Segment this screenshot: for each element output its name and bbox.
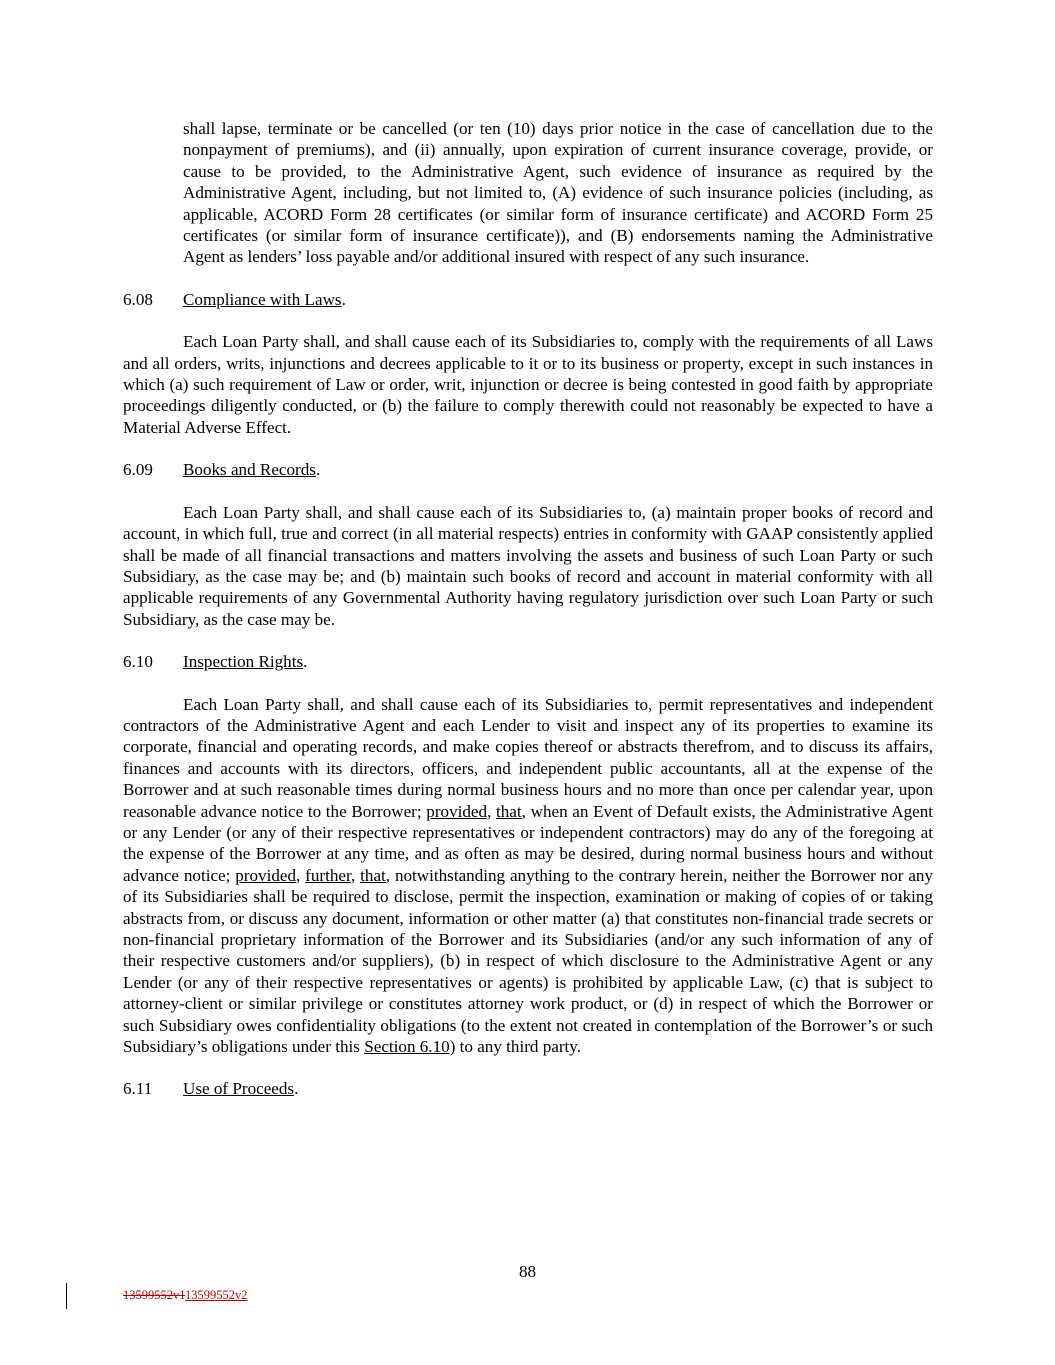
section-title-suffix: . [303, 652, 308, 672]
section-number: 6.08 [123, 289, 153, 309]
section-number: 6.09 [123, 460, 153, 480]
cross-reference-section-610: Section 6.10 [364, 1037, 450, 1057]
section-title-suffix: . [315, 460, 321, 480]
spacer [123, 630, 933, 651]
spacer [123, 438, 933, 459]
section-number: 6.10 [123, 652, 153, 672]
continued-paragraph: shall lapse, terminate or be cancelled (or ten (10) days prior notice in the case of cancellation due to the nonpayment of premiums), and (ii) annually, upon expiration of current insurance coverage, provide, or cause to be provided, to the Administrative Agent, such evidence of insurance as required by the Administrative Agent, including, but not limited to, (A) evidence of such insurance policies (including, as applicable, ACORD Form 28 certificates (or similar form of insurance certificate) and ACORD Form 25 certificates (or similar form of insurance certificate)), and (B) endorsements naming the Administrative Agent as lenders’ loss payable and/or additional insured with respect of any such insurance. [183, 119, 933, 267]
emphasis-provided-2: provided [235, 865, 297, 885]
section-title: Inspection Rights [183, 652, 304, 672]
spacer [123, 673, 933, 694]
section-title: Compliance with Laws [183, 289, 342, 309]
section-heading-608 [123, 289, 933, 310]
page-number: 88 [518, 1262, 537, 1281]
section-body-609: Each Loan Party shall, and shall cause each of its Subsidiaries to, (a) maintain proper books of record and account, in which full, true and correct (in all material respects) entries in conformity with GAAP consistently applied shall be made of all financial transactions and matters involving the assets and business of such Loan Party or such Subsidiary, as the case may be; and (b) maintain such books of record and account in material conformity with all applicable requirements of any Governmental Authority having regulatory jurisdiction over such Loan Party or such Subsidiary, as the case may be. [123, 502, 933, 629]
body-text: , [351, 865, 361, 885]
section-title-wrap [183, 289, 346, 310]
section-title-suffix: . [294, 1079, 299, 1099]
emphasis-that-2: that [360, 865, 386, 885]
footer-deleted-text: 13599552v1 [123, 1288, 186, 1302]
section-heading-609 [123, 459, 933, 480]
section-title-wrap [183, 459, 320, 480]
section-title: Use of Proceeds [183, 1079, 295, 1099]
body-text: Each Loan Party shall, and shall cause each of its Subsidiaries to, permit representatives and independent contractors of the Administrative Agent and each Lender to visit and inspect any of its properties to examine its corporate, financial and operating records, and make copies thereof or abstracts therefrom, and to discuss its affairs, finances and accounts with its directors, officers, and independent public accountants, all at the expense of the Borrower and at such reasonable times during normal business hours and no more than once per calendar year, upon reasonable advance notice to the Borrower; [123, 694, 933, 821]
spacer [123, 268, 933, 289]
emphasis-further: further [305, 865, 351, 885]
footer-document-stamp [123, 1288, 248, 1303]
section-title-wrap [183, 651, 307, 672]
section-body-608: Each Loan Party shall, and shall cause each of its Subsidiaries to, comply with the requirements of all Laws and all orders, writs, injunctions and decrees applicable to it or to its business or property, except in such instances in which (a) such requirement of Law or order, writ, injunction or decree is being contested in good faith by appropriate proceedings diligently conducted, or (b) the failure to comply therewith could not reasonably be expected to have a Material Adverse Effect. [123, 332, 933, 437]
body-text: , [296, 865, 306, 885]
section-heading-610 [123, 651, 933, 672]
spacer [123, 1057, 933, 1078]
body-text: , when an Event of Default exists, the Administrative Agent or any Lender (or any of their respective representatives or independent contractors) may do any of the foregoing at the expense of the Borrower at any time, and as often as may be desired, during normal business hours and without advance notice; [123, 801, 934, 885]
spacer [123, 310, 933, 331]
section-heading-611 [123, 1078, 933, 1099]
section-number: 6.11 [123, 1079, 153, 1099]
page-content [123, 118, 933, 1100]
emphasis-provided-1: provided [426, 801, 488, 821]
body-text: , notwithstanding anything to the contrary herein, neither the Borrower nor any of its Subsidiaries shall be required to disclose, permit the inspection, examination or making of copies of or taking abstracts from, or discuss any document, information or other matter (a) that constitutes non-financial trade secrets or non-financial proprietary information of the Borrower and its Subsidiaries (and/or any such information of any of their respective customers and/or suppliers), (b) in respect of which disclosure to the Administrative Agent or any Lender (or any of their respective representatives or agents) is prohibited by applicable Law, (c) that is subject to attorney-client or similar privilege or constitutes attorney work product, or (d) in respect of which the Borrower or such Subsidiary owes confidentiality obligations (to the extent not created in contemplation of the Borrower’s or such Subsidiary’s obligations under this [123, 865, 934, 1057]
body-text: , [487, 801, 497, 821]
emphasis-that-1: that [496, 801, 522, 821]
spacer [123, 481, 933, 502]
body-text: ) to any third party. [449, 1037, 582, 1057]
section-body-610 [123, 694, 933, 1058]
section-title-suffix: . [341, 289, 346, 309]
footer-inserted-text: 13599552v2 [185, 1288, 248, 1302]
revision-change-bar [66, 1283, 67, 1309]
section-title-wrap [183, 1078, 298, 1099]
section-title: Books and Records [183, 460, 316, 480]
